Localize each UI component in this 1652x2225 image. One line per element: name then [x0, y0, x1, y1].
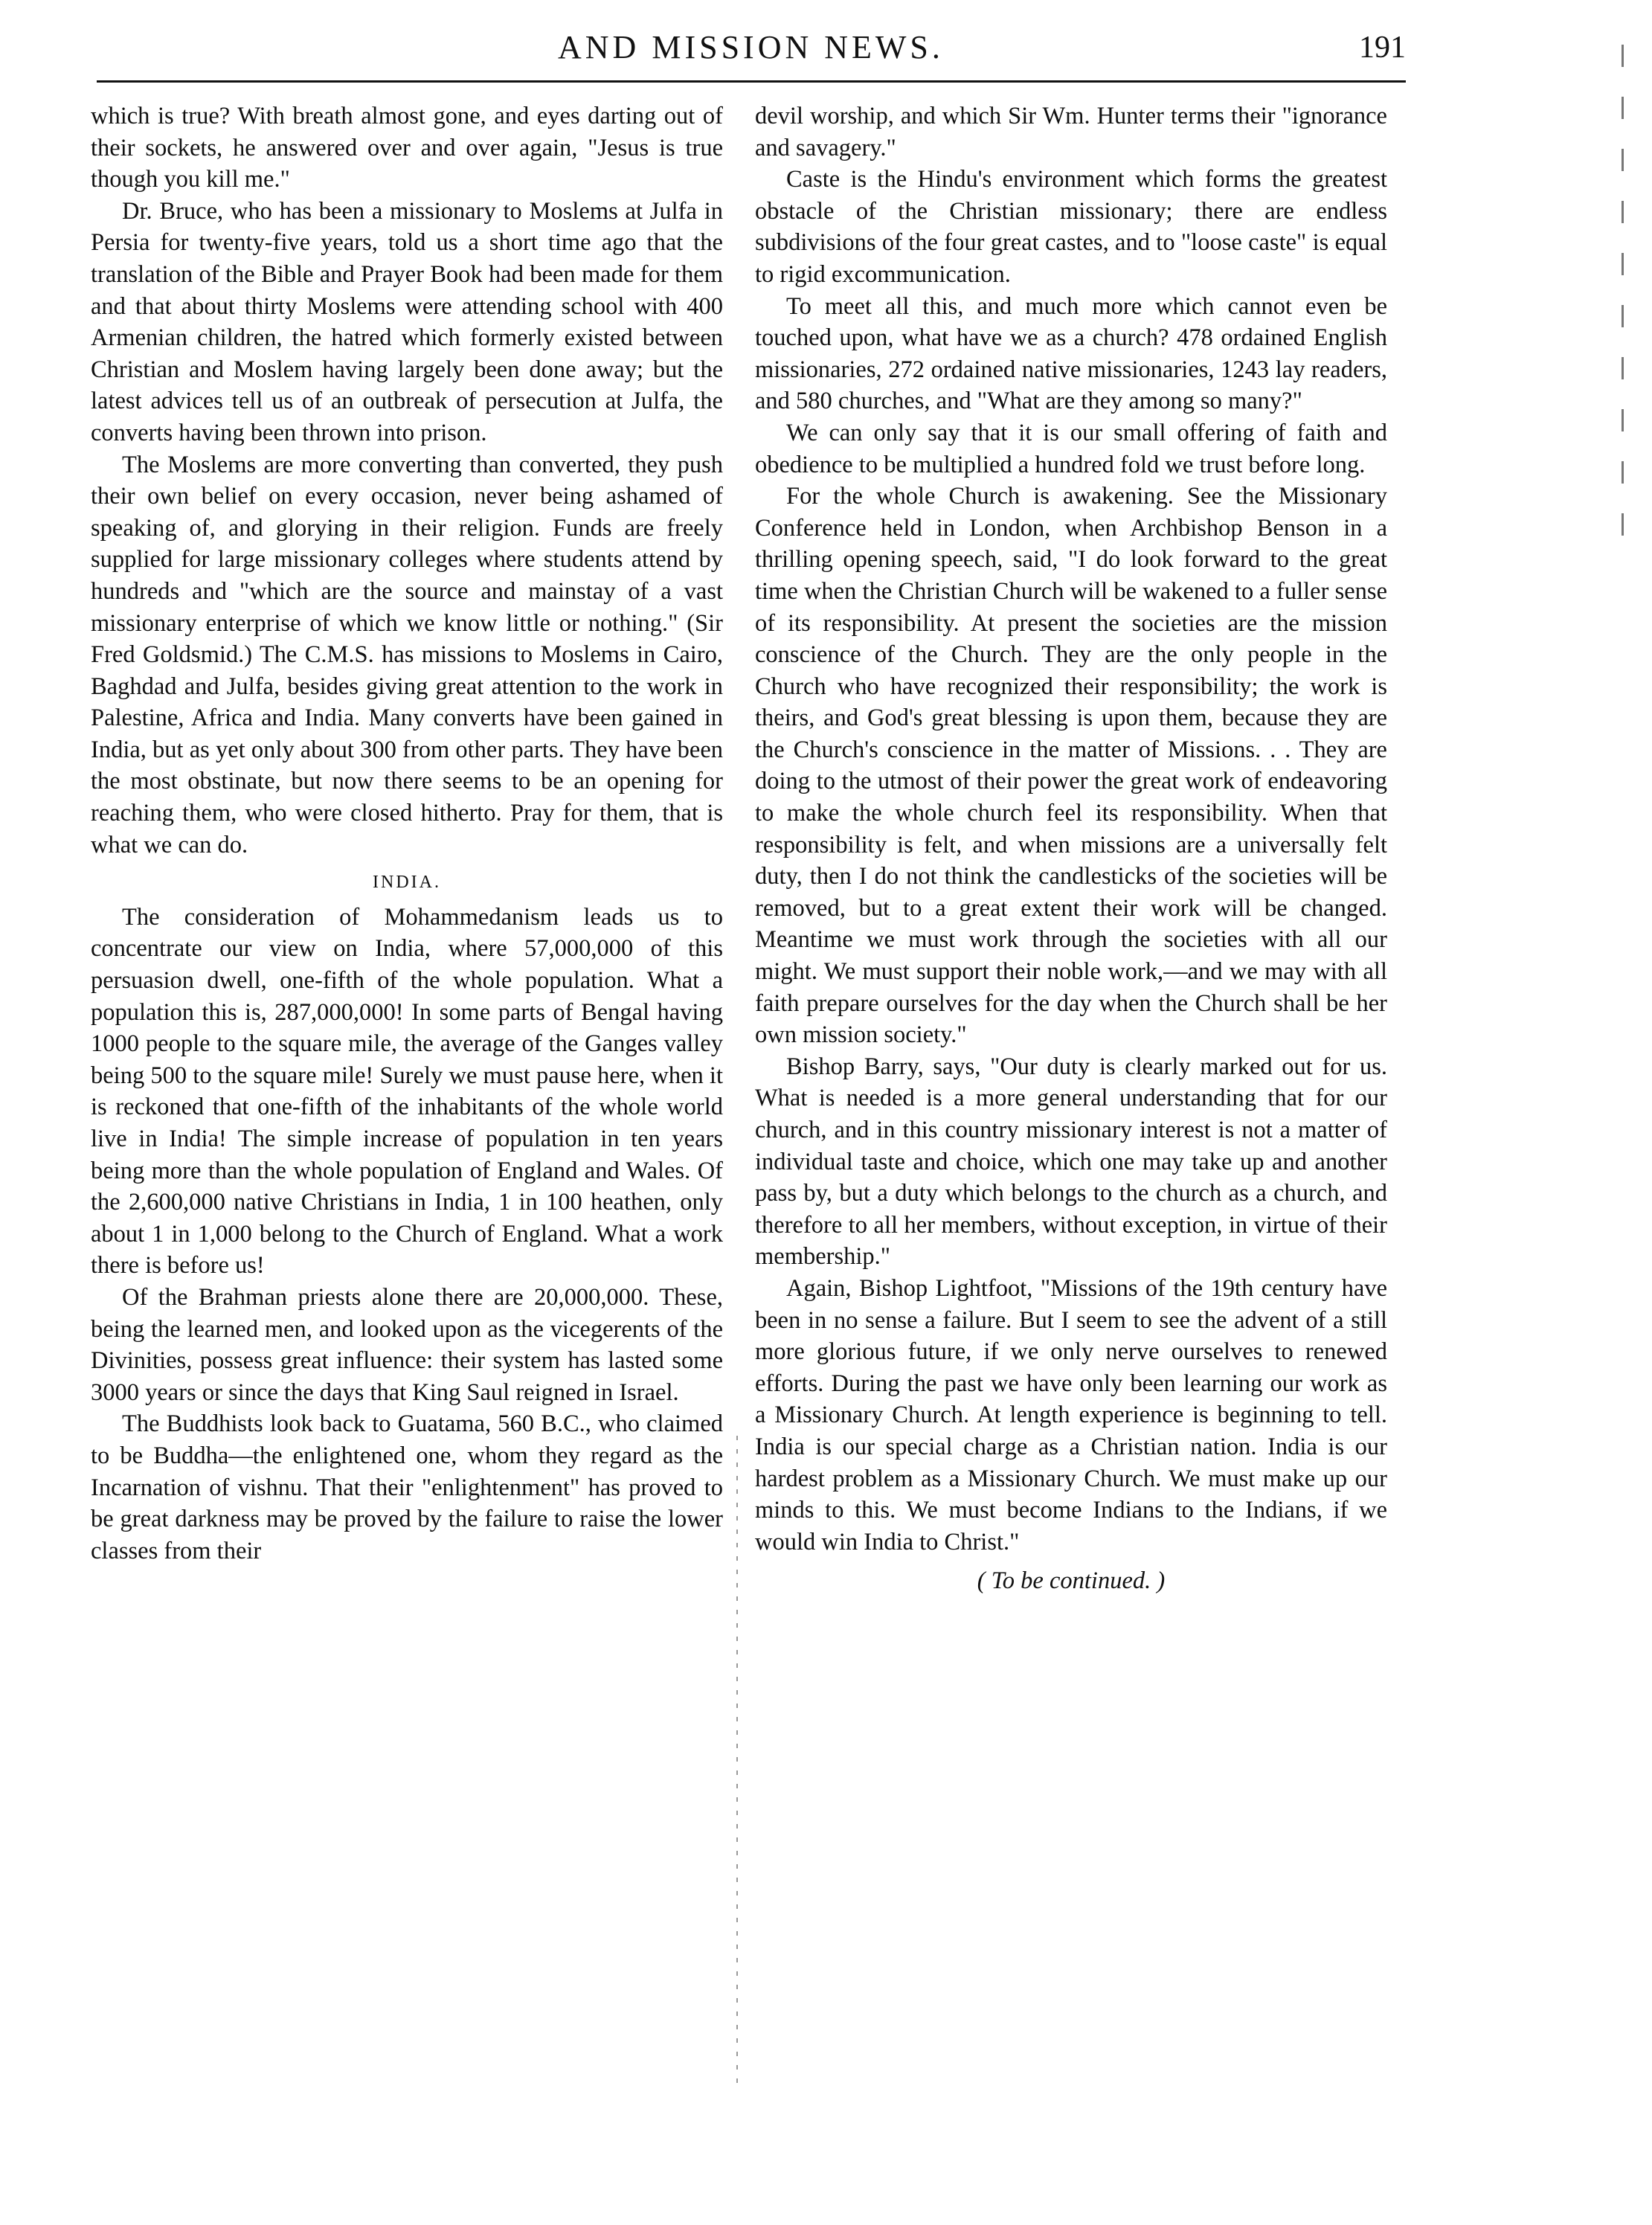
section-heading: INDIA.: [373, 873, 441, 893]
paragraph: Caste is the Hindu's environment which forms the greatest obstacle of the Christian missionary; there are endless subdivisions of the four great castes, and to "loose caste" is equal to rigid excommunication.: [755, 166, 1387, 288]
left-column: [91, 100, 723, 1567]
paragraph: For the whole Church is awakening. See the Missionary Conference held in London, when Archbishop Benson in a thrilling opening speech, said, "I do look forward to the great time when the Christian Church will be wakened to a fuller sense of its responsibility. At present the societies are the mission conscience of the Church. They are the only people in the Church who have recognized their responsibility; the work is theirs, and God's great blessing is upon them, because they are the Church's conscience in the matter of Missions. . . They are doing to the utmost of their power the great work of endeavoring to make the whole church feel its responsibility. When that responsibility is felt, and when missions are a universally felt duty, then I do not think the candlesticks of the societies will be removed, but to a great extent their work will be changed. Meantime we must work through the societies with all our might. We must support their noble work,—and we may with all faith prepare ourselves for the day when the Church shall be her own mission society.": [755, 483, 1387, 1049]
running-title: AND MISSION NEWS.: [558, 29, 944, 65]
paragraph: To meet all this, and much more which cannot even be touched upon, what have we as a church? 478 ordained English missionaries, 272 ordained native missionaries, 1243 lay readers, and 580 churches, and "What are they among so many?": [755, 292, 1387, 415]
paragraph: The Buddhists look back to Guatama, 560 B.C., who claimed to be Buddha—the enlightened one, whom they regard as the Incarnation of vishnu. That their "enlightenment" has proved to be great darkness may be proved by the failure to raise the lower classes from their: [91, 1410, 723, 1564]
column-divider: [736, 1436, 738, 2090]
paragraph: Bishop Barry, says, "Our duty is clearly marked out for us. What is needed is a more general understanding that for our church, and in this country missionary interest is not a matter of individual taste and choice, which one may take up and another pass by, but a duty which belongs to the church as a church, and therefore to all her members, without exception, in virtue of their membership.": [755, 1053, 1387, 1271]
paragraph: Of the Brahman priests alone there are 20,000,000. These, being the learned men, and looked upon as the vicegerents of the Divinities, possess great influence: their system has lasted some 3000 years or since the days that King Saul reigned in Israel.: [91, 1283, 723, 1406]
page-number: 191: [1359, 30, 1406, 65]
right-column: [755, 100, 1387, 1597]
page-header: [97, 28, 1406, 80]
paragraph: Dr. Bruce, who has been a missionary to Moslems at Julfa in Persia for twenty-five years, told us a short time ago that the translation of the Bible and Prayer Book had been made for them and that about thirty Moslems were attending school with 400 Armenian children, the hatred which formerly existed between Christian and Moslem having largely been done away; but the latest advices tell us of an outbreak of persecution at Julfa, the converts having been thrown into prison.: [91, 197, 723, 446]
paragraph: The consideration of Mohammedanism leads us to concentrate our view on India, where 57,000,000 of this persuasion dwell, one-fifth of the whole population. What a population this is, 287,000,000! In some parts of Bengal having 1000 people to the square mile, the average of the Ganges valley being 500 to the square mile! Surely we must pause here, when it is reckoned that one-fifth of the inhabitants of the whole world live in India! The simple increase of population in ten years being more than the whole population of England and Wales. Of the 2,600,000 native Christians in India, 1 in 100 heathen, only about 1 in 1,000 belong to the Church of England. What a work there is before us!: [91, 903, 723, 1280]
continued-note: ( To be continued. ): [977, 1567, 1166, 1595]
paragraph: which is true? With breath almost gone, and eyes darting out of their sockets, he answered over and over again, "Jesus is true though you kill me.": [91, 103, 723, 193]
paragraph: Again, Bishop Lightfoot, "Missions of the 19th century have been in no sense a failure. But I seem to see the advent of a still more glorious future, if we only nerve ourselves to renewed efforts. During the past we have only been learning our work as a Missionary Church. At length experience is beginning to tell. India is our special charge as a Christian nation. India is our hardest problem as a Missionary Church. We must make up our minds to this. We must become Indians to the Indians, if we would win India to Christ.": [755, 1274, 1387, 1555]
scan-edge-marks: [1622, 45, 1624, 536]
paragraph: devil worship, and which Sir Wm. Hunter terms their "ignorance and savagery.": [755, 103, 1387, 161]
paragraph: We can only say that it is our small offering of faith and obedience to be multiplied a hundred fold we trust before long.: [755, 419, 1387, 478]
header-rule: [97, 80, 1406, 83]
paragraph: The Moslems are more converting than converted, they push their own belief on every occasion, never being ashamed of speaking of, and glorying in their religion. Funds are freely supplied for large missionary colleges where students attend by hundreds and "which are the source and mainstay of a vast missionary enterprise of which we know little or nothing." (Sir Fred Goldsmid.) The C.M.S. has missions to Moslems in Cairo, Baghdad and Julfa, besides giving great attention to the work in Palestine, Africa and India. Many converts have been gained in India, but as yet only about 300 from other parts. They have been the most obstinate, but now there seems to be an opening for reaching them, who were closed hitherto. Pray for them, that is what we can do.: [91, 451, 723, 858]
